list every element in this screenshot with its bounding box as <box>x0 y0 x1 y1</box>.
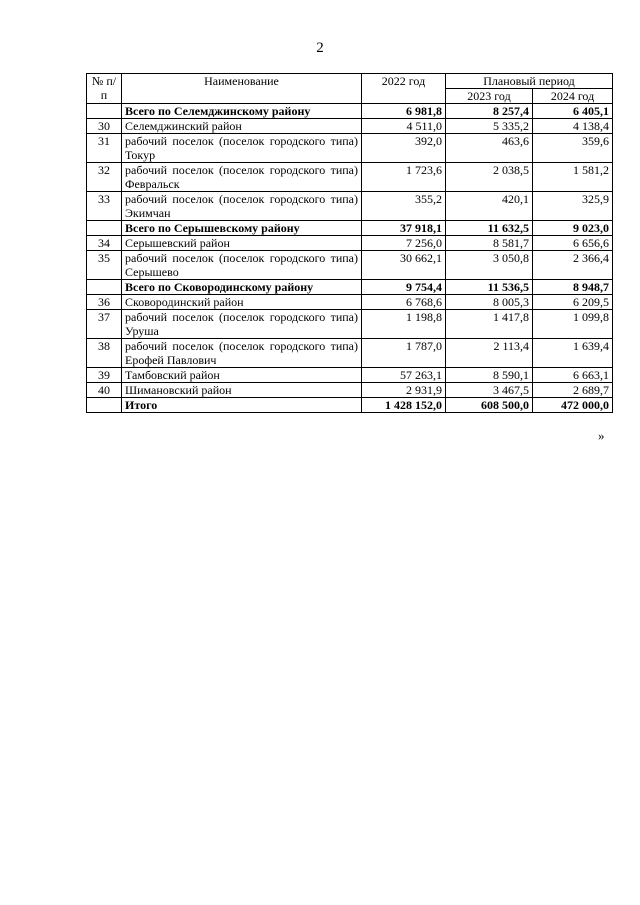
row-num: 31 <box>87 134 122 163</box>
budget-table <box>86 73 613 413</box>
row-name: рабочий поселок (поселок городского типа) Ерофей Павлович <box>122 339 362 368</box>
row-value-2024: 472 000,0 <box>533 398 613 413</box>
row-num: 34 <box>87 236 122 251</box>
row-value-2024: 2 689,7 <box>533 383 613 398</box>
row-num: 40 <box>87 383 122 398</box>
row-value-2024: 1 099,8 <box>533 310 613 339</box>
table-row <box>87 192 613 221</box>
row-name: Итого <box>122 398 362 413</box>
row-value-2023: 8 590,1 <box>446 368 533 383</box>
row-value-2022: 1 787,0 <box>362 339 446 368</box>
row-value-2023: 3 050,8 <box>446 251 533 280</box>
table-row-total <box>87 280 613 295</box>
row-num <box>87 398 122 413</box>
table-row-total <box>87 398 613 413</box>
header-2024: 2024 год <box>533 89 613 104</box>
row-num <box>87 104 122 119</box>
row-value-2024: 8 948,7 <box>533 280 613 295</box>
row-value-2024: 6 656,6 <box>533 236 613 251</box>
row-value-2022: 37 918,1 <box>362 221 446 236</box>
row-value-2023: 8 581,7 <box>446 236 533 251</box>
table-body <box>87 104 613 413</box>
row-value-2023: 463,6 <box>446 134 533 163</box>
row-value-2023: 5 335,2 <box>446 119 533 134</box>
row-name: Всего по Сковородинскому району <box>122 280 362 295</box>
row-value-2022: 355,2 <box>362 192 446 221</box>
header-2023: 2023 год <box>446 89 533 104</box>
row-name: Тамбовский район <box>122 368 362 383</box>
row-value-2024: 9 023,0 <box>533 221 613 236</box>
row-value-2023: 8 005,3 <box>446 295 533 310</box>
row-value-2024: 6 663,1 <box>533 368 613 383</box>
row-name: рабочий поселок (поселок городского типа) Уруша <box>122 310 362 339</box>
header-2022: 2022 год <box>362 74 446 104</box>
row-value-2024: 1 639,4 <box>533 339 613 368</box>
row-value-2023: 11 536,5 <box>446 280 533 295</box>
table-row <box>87 295 613 310</box>
row-value-2022: 6 768,6 <box>362 295 446 310</box>
table-row <box>87 310 613 339</box>
row-name: рабочий поселок (поселок городского типа) Токур <box>122 134 362 163</box>
row-value-2022: 57 263,1 <box>362 368 446 383</box>
row-value-2022: 1 428 152,0 <box>362 398 446 413</box>
row-value-2023: 608 500,0 <box>446 398 533 413</box>
row-value-2023: 8 257,4 <box>446 104 533 119</box>
row-value-2022: 1 198,8 <box>362 310 446 339</box>
header-name: Наименование <box>122 74 362 104</box>
row-name: Селемджинский район <box>122 119 362 134</box>
table-row <box>87 383 613 398</box>
table-row-total <box>87 221 613 236</box>
header-plan-period: Плановый период <box>446 74 613 89</box>
row-value-2023: 2 113,4 <box>446 339 533 368</box>
table-row <box>87 119 613 134</box>
table-row-total <box>87 104 613 119</box>
row-num: 33 <box>87 192 122 221</box>
row-name: рабочий поселок (поселок городского типа) Экимчан <box>122 192 362 221</box>
row-value-2023: 11 632,5 <box>446 221 533 236</box>
row-value-2024: 1 581,2 <box>533 163 613 192</box>
header-num: № п/п <box>87 74 122 104</box>
closing-quote: » <box>598 428 605 443</box>
table-row <box>87 251 613 280</box>
table-row <box>87 163 613 192</box>
row-value-2024: 4 138,4 <box>533 119 613 134</box>
row-value-2023: 2 038,5 <box>446 163 533 192</box>
row-value-2023: 3 467,5 <box>446 383 533 398</box>
row-num <box>87 221 122 236</box>
row-value-2024: 6 209,5 <box>533 295 613 310</box>
row-value-2023: 420,1 <box>446 192 533 221</box>
row-num: 36 <box>87 295 122 310</box>
row-num: 37 <box>87 310 122 339</box>
row-num: 30 <box>87 119 122 134</box>
table-row <box>87 134 613 163</box>
row-name: рабочий поселок (поселок городского типа) Февральск <box>122 163 362 192</box>
row-name: Серышевский район <box>122 236 362 251</box>
row-value-2024: 359,6 <box>533 134 613 163</box>
row-value-2022: 1 723,6 <box>362 163 446 192</box>
row-value-2022: 7 256,0 <box>362 236 446 251</box>
row-value-2022: 9 754,4 <box>362 280 446 295</box>
row-name: Всего по Серышевскому району <box>122 221 362 236</box>
row-value-2023: 1 417,8 <box>446 310 533 339</box>
row-value-2022: 6 981,8 <box>362 104 446 119</box>
row-value-2022: 392,0 <box>362 134 446 163</box>
row-num: 39 <box>87 368 122 383</box>
table-row <box>87 339 613 368</box>
row-value-2022: 2 931,9 <box>362 383 446 398</box>
table-row <box>87 368 613 383</box>
row-value-2024: 325,9 <box>533 192 613 221</box>
row-name: рабочий поселок (поселок городского типа) Серышево <box>122 251 362 280</box>
row-num: 32 <box>87 163 122 192</box>
row-value-2024: 6 405,1 <box>533 104 613 119</box>
row-num: 35 <box>87 251 122 280</box>
row-num: 38 <box>87 339 122 368</box>
row-value-2022: 4 511,0 <box>362 119 446 134</box>
row-name: Шимановский район <box>122 383 362 398</box>
row-value-2024: 2 366,4 <box>533 251 613 280</box>
row-name: Всего по Селемджинскому району <box>122 104 362 119</box>
row-value-2022: 30 662,1 <box>362 251 446 280</box>
table-row <box>87 236 613 251</box>
row-num <box>87 280 122 295</box>
page-number: 2 <box>316 40 324 56</box>
row-name: Сковородинский район <box>122 295 362 310</box>
